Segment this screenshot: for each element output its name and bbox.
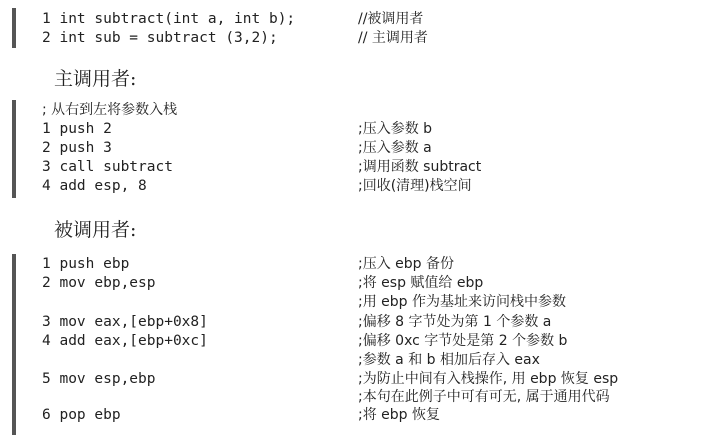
code-comment: ;回收(清理)栈空间 (358, 178, 472, 194)
code-comment: ;压入 ebp 备份 (358, 256, 455, 272)
code-comment: ;偏移 0xc 字节处是第 2 个参数 b (358, 333, 568, 349)
code-comment: ;偏移 8 字节处为第 1 个参数 a (358, 314, 552, 330)
code-comment: ;为防止中间有入栈操作, 用 ebp 恢复 esp (358, 371, 619, 387)
code-comment: ;本句在此例子中可有可无, 属于通用代码 (358, 389, 610, 405)
code-text: 1 push ebp (42, 256, 130, 272)
code-comment: // 主调用者 (358, 30, 428, 46)
code-text: 4 add eax,[ebp+0xc] (42, 333, 208, 349)
code-text: 6 pop ebp (42, 407, 121, 423)
code-block-bar (12, 100, 16, 198)
code-text: 5 mov esp,ebp (42, 371, 156, 387)
code-block-bar (12, 8, 16, 48)
code-text: ; 从右到左将参数入栈 (42, 102, 178, 118)
code-comment: ;用 ebp 作为基址来访问栈中参数 (358, 294, 567, 310)
code-comment: ;将 esp 赋值给 ebp (358, 275, 484, 291)
code-comment: ;将 ebp 恢复 (358, 407, 441, 423)
code-block-bar (12, 254, 16, 435)
code-text: 4 add esp, 8 (42, 178, 147, 194)
code-comment: ;调用函数 subtract (358, 159, 482, 175)
callee-heading: 被调用者: (54, 219, 137, 241)
code-text: 2 int sub = subtract (3,2); (42, 30, 278, 46)
code-text: 3 mov eax,[ebp+0x8] (42, 314, 208, 330)
code-text: 1 int subtract(int a, int b); (42, 11, 296, 27)
caller-heading: 主调用者: (54, 68, 137, 90)
code-comment: ;参数 a 和 b 相加后存入 eax (358, 352, 540, 368)
code-comment: ;压入参数 a (358, 140, 432, 156)
code-text: 1 push 2 (42, 121, 112, 137)
code-text: 2 push 3 (42, 140, 112, 156)
code-comment: ;压入参数 b (358, 121, 433, 137)
code-comment: //被调用者 (358, 11, 424, 27)
code-text: 3 call subtract (42, 159, 173, 175)
code-text: 2 mov ebp,esp (42, 275, 156, 291)
